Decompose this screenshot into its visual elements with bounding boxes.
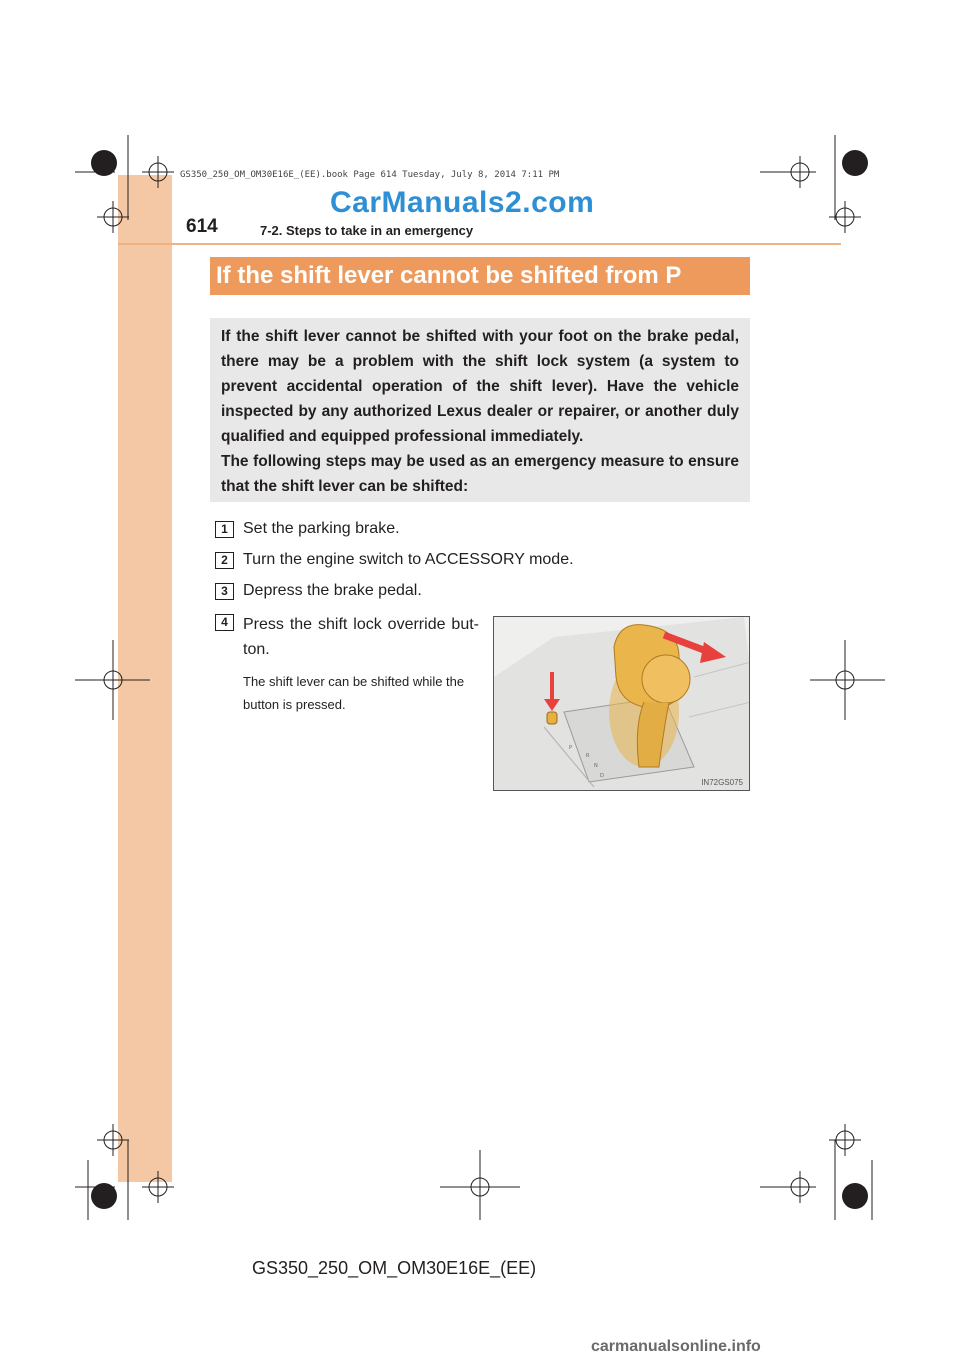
watermark-top[interactable]: CarManuals2.com xyxy=(330,186,595,219)
page-number: 614 xyxy=(186,216,218,237)
shift-lever-drawing xyxy=(494,617,750,791)
book-info-line: GS350_250_OM_OM30E16E_(EE).book Page 614 Tuesday, July 8, 2014 7:11 PM xyxy=(180,170,560,180)
step-text-1: Set the parking brake. xyxy=(243,520,400,537)
step-number-1: 1 xyxy=(215,521,234,538)
intro-box xyxy=(210,318,750,502)
section-title: If the shift lever cannot be shifted from P xyxy=(210,257,750,295)
step-number-3: 3 xyxy=(215,583,234,600)
svg-text:D: D xyxy=(600,773,604,779)
shift-lock-illustration xyxy=(493,616,750,791)
step-number-2: 2 xyxy=(215,552,234,569)
step-number-4: 4 xyxy=(215,614,234,631)
step-text-4: Press the shift lock override but-ton. xyxy=(243,616,479,658)
step-note-4: The shift lever can be shifted while the button is pressed. xyxy=(243,674,465,712)
svg-text:N: N xyxy=(594,763,598,769)
watermark-bottom[interactable]: carmanualsonline.info xyxy=(591,1338,761,1355)
footer-model-code: GS350_250_OM_OM30E16E_(EE) xyxy=(252,1258,537,1278)
step-text-2: Turn the engine switch to ACCESSORY mode. xyxy=(243,551,574,568)
step-text-3: Depress the brake pedal. xyxy=(243,582,422,599)
svg-text:P: P xyxy=(569,745,573,751)
illustration-code: IN72GS075 xyxy=(701,778,743,787)
intro-paragraph-2: The following steps may be used as an emergency measure to ensure that the shift lever can be shifted: xyxy=(221,453,739,495)
running-header: 7-2. Steps to take in an emergency xyxy=(260,223,474,238)
svg-text:R: R xyxy=(586,753,590,759)
header-rule xyxy=(118,243,841,245)
intro-paragraph-1: If the shift lever cannot be shifted with your foot on the brake pedal, there may be a problem with the shift lock system (a system to prevent accidental operation of the shift lever). Have the vehicle inspected by any authorized Lexus dealer or repairer, or another duly qualified and equipped professional immediately. xyxy=(221,328,739,445)
